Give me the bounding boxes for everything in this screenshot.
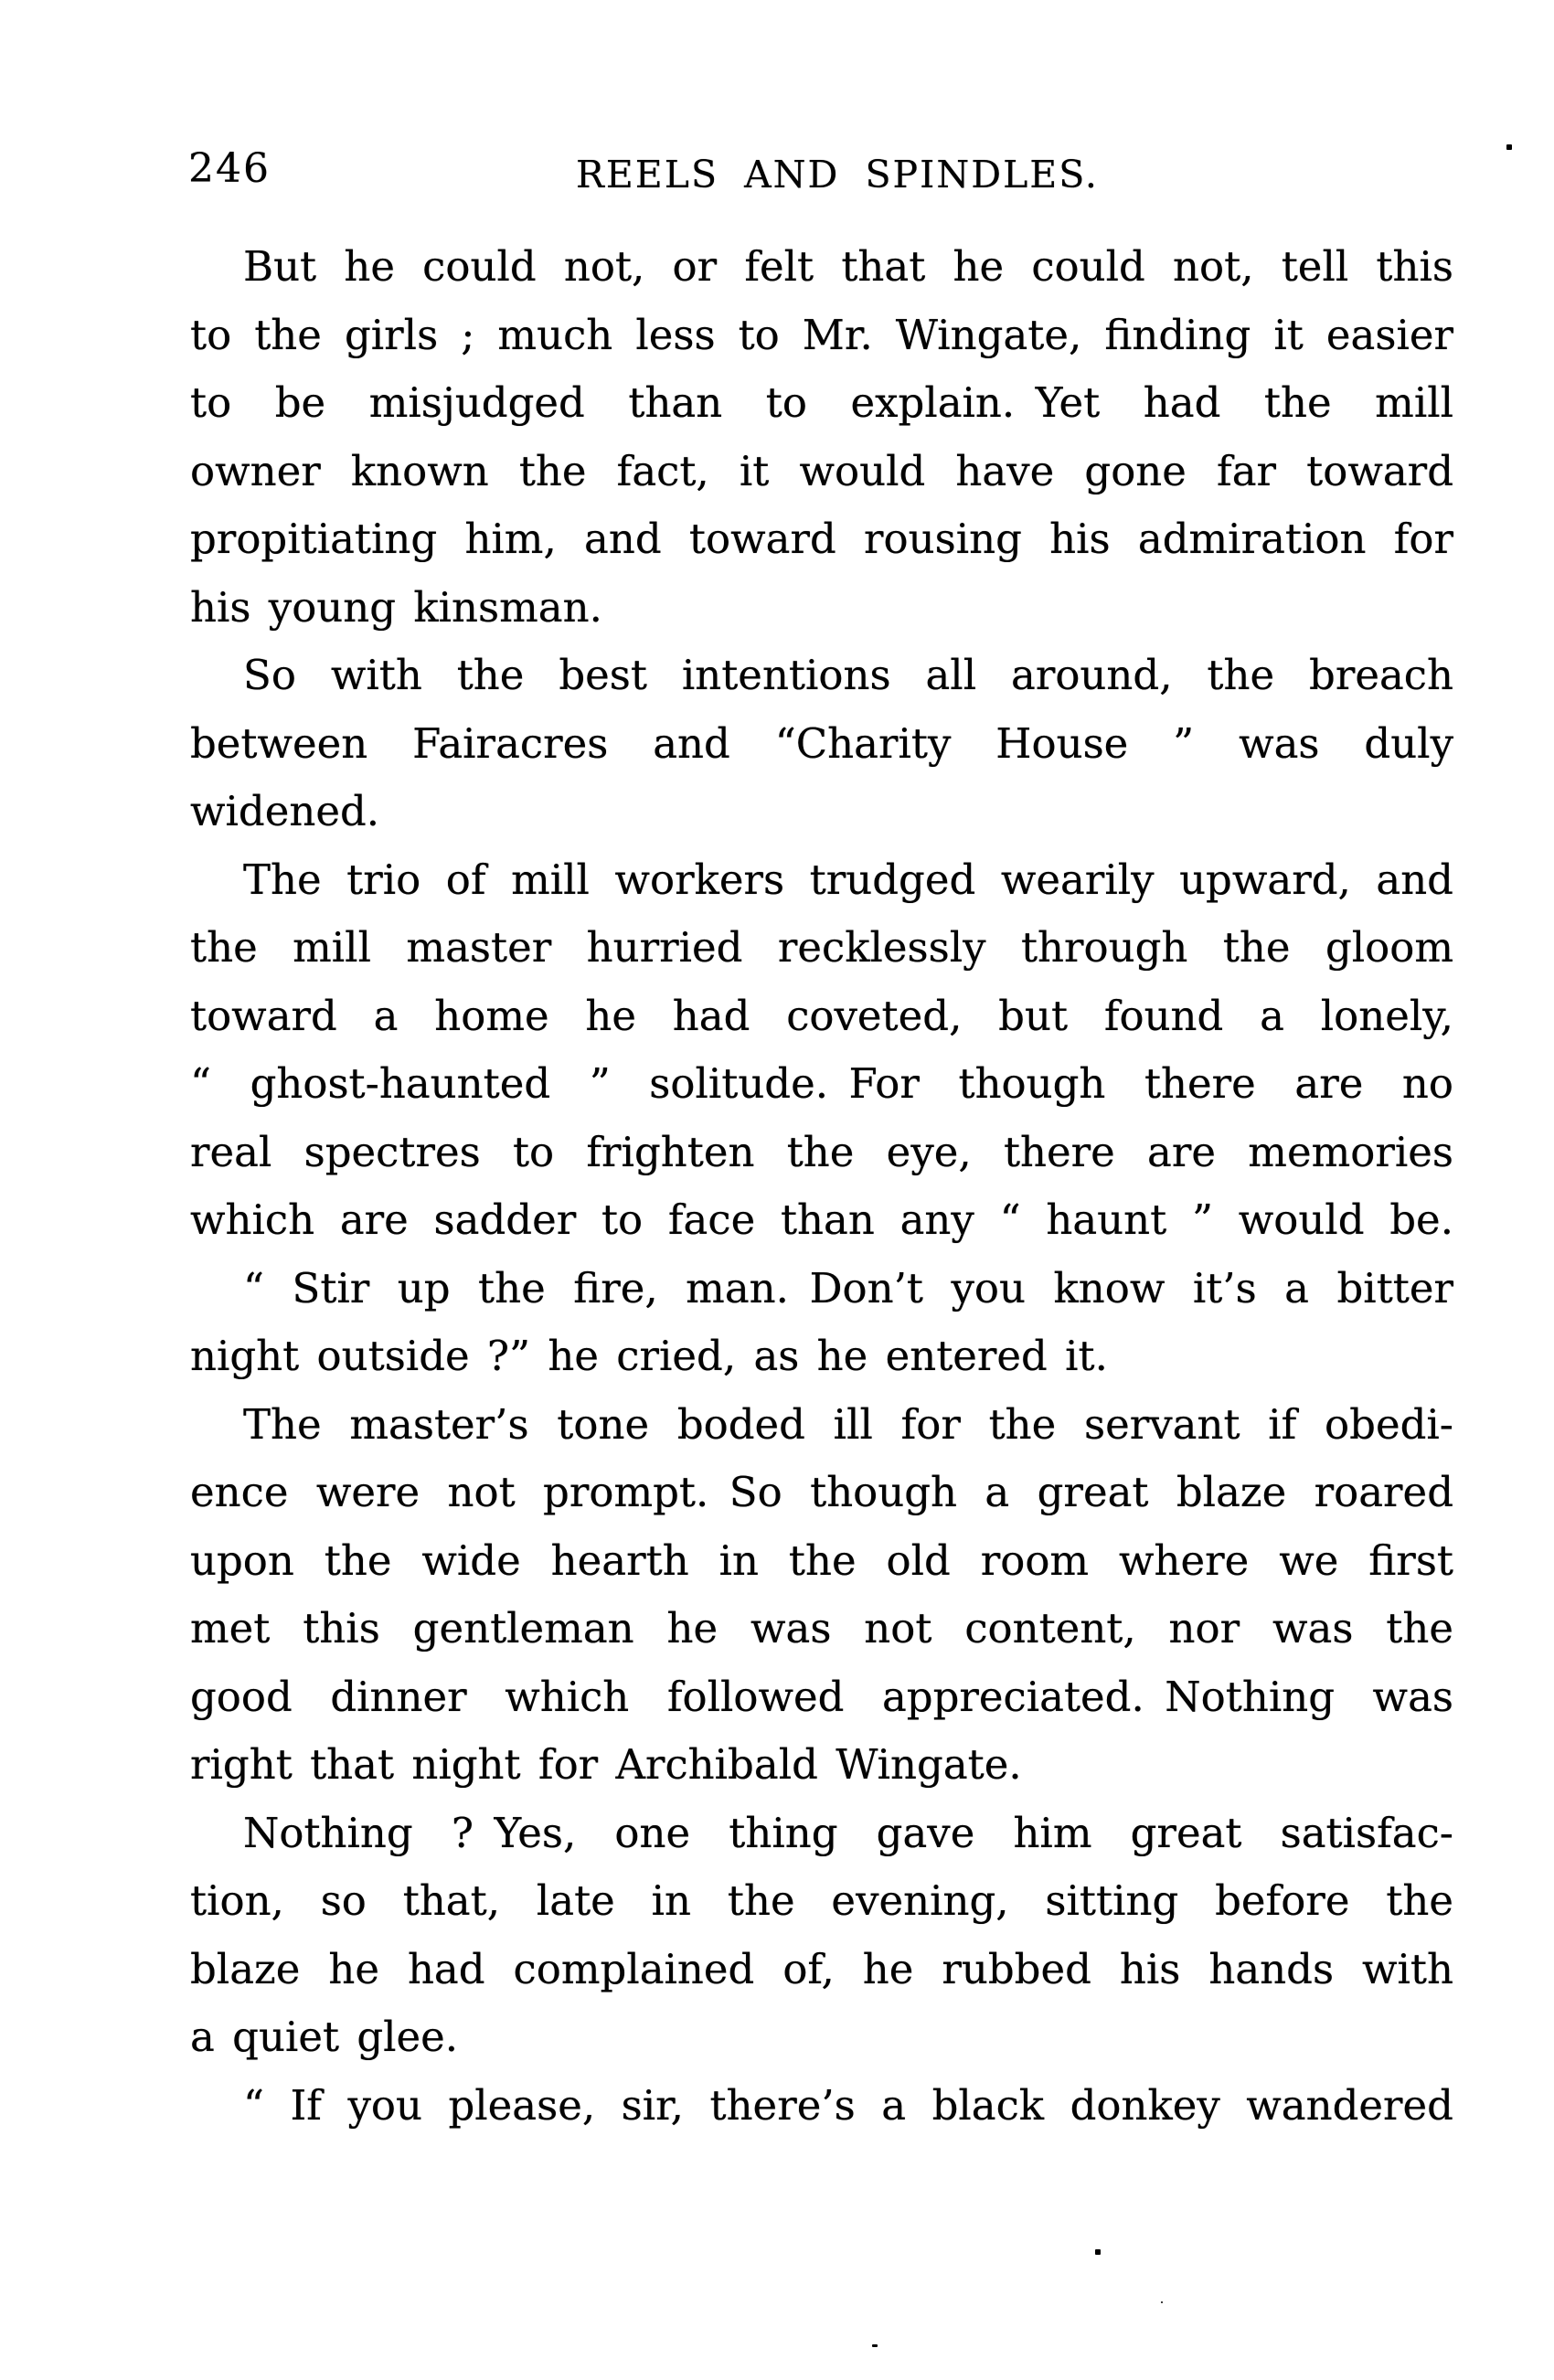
page-number: 246 [188, 145, 271, 192]
text-line: propitiating him, and toward rousing his admiration for [190, 515, 1453, 563]
text-line: a quiet glee. [190, 2013, 459, 2061]
text-line: owner known the fact, it would have gone far toward [190, 446, 1453, 495]
text-line: between Fairacres and “Charity House ” was duly [190, 718, 1453, 768]
text-line: “ Stir up the fire, man. Don’t you know it’s a bitter [243, 1263, 1453, 1312]
text-line: ence were not prompt. So though a great blaze roared [190, 1468, 1453, 1516]
ink-speck [1161, 2301, 1163, 2303]
text-line: right that night for Archibald Wingate. [190, 1740, 1022, 1789]
text-line: So with the best intentions all around, the breach [243, 651, 1453, 699]
text-line: The master’s tone boded ill for the servant if obedi- [243, 1399, 1453, 1449]
text-line: blaze he had complained of, he rubbed his hands with [190, 1944, 1453, 1993]
text-line: upon the wide hearth in the old room where we first [190, 1535, 1453, 1585]
text-line: toward a home he had coveted, but found a lonely, [190, 991, 1453, 1040]
text-line: met this gentleman he was not content, nor was the [190, 1604, 1453, 1652]
text-line: “ If you please, sir, there’s a black donkey wandered [243, 2080, 1453, 2130]
page-body [190, 233, 1453, 2140]
text-line: his young kinsman. [190, 582, 602, 632]
text-line: good dinner which followed appreciated. Nothing was [190, 1672, 1453, 1721]
ink-speck [1095, 2249, 1101, 2255]
running-header-title: REELS AND SPINDLES. [576, 153, 1099, 197]
text-line: to the girls ; much less to Mr. Wingate, finding it easier [190, 310, 1453, 359]
text-line: real spectres to frighten the eye, there are memories [190, 1127, 1453, 1176]
text-line: The trio of mill workers trudged wearily upward, and [243, 855, 1453, 904]
text-line: But he could not, or felt that he could not, tell this [243, 242, 1453, 291]
text-line: which are sadder to face than any “ haunt ” would be. [190, 1195, 1453, 1244]
ink-speck [872, 2344, 878, 2347]
text-line: to be misjudged than to explain. Yet had the mill [190, 378, 1453, 427]
text-line: tion, so that, late in the evening, sitting before the [190, 1876, 1453, 1925]
text-line: night outside ?” he cried, as he entered it. [190, 1332, 1108, 1380]
ink-speck [1506, 144, 1512, 150]
text-line: widened. [190, 787, 380, 835]
text-line: Nothing ? Yes, one thing gave him great satisfac- [243, 1808, 1453, 1857]
text-line: the mill master hurried recklessly through the gloom [190, 923, 1453, 972]
text-line: “ ghost-haunted ” solitude. For though there are no [190, 1059, 1453, 1108]
